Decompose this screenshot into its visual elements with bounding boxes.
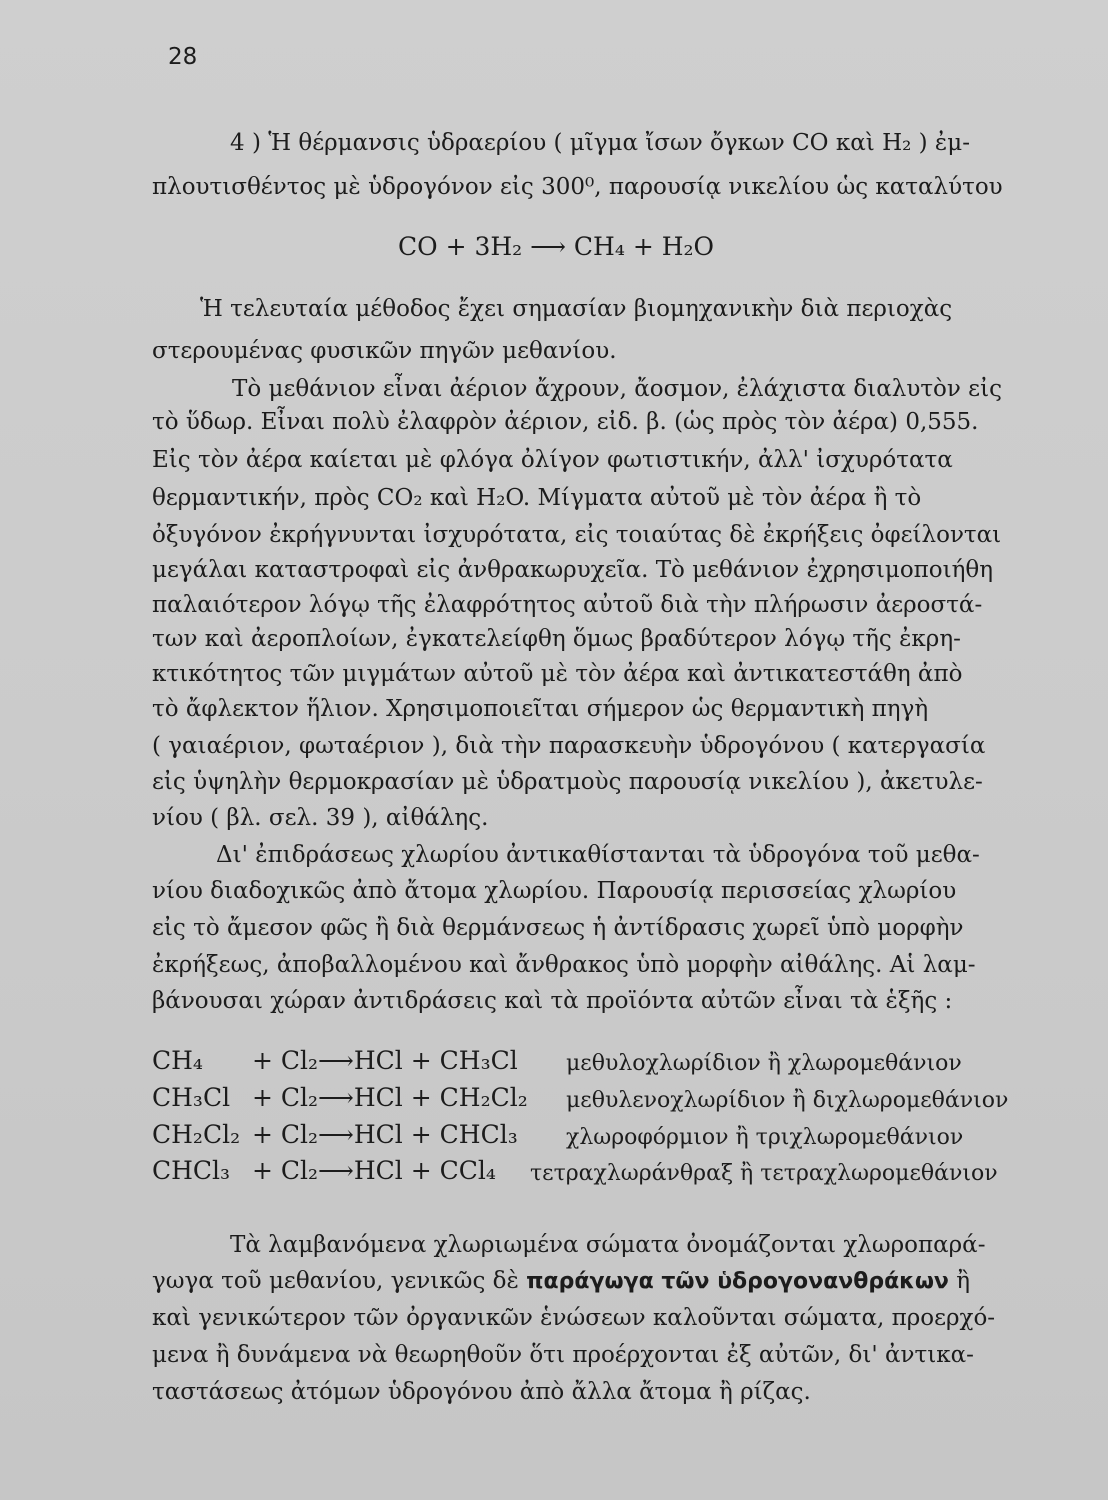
para3-line-3: Εἰς τὸν ἀέρα καίεται μὲ φλόγα ὀλίγον φωτιστικήν, ἀλλ' ἰσχυρότατα [152,447,953,473]
para4-line-4: ἐκρήξεως, ἀποβαλλομένου καὶ ἄνθρακος ὑπὸ μορφὴν αἰθάλης. Αἱ λαμ- [152,952,976,978]
para5-line-3: καὶ γενικώτερον τῶν ὀργανικῶν ἑνώσεων καλοῦνται σώματα, προερχό- [152,1305,996,1331]
bold-term-hydrocarbon-derivatives: παράγωγα τῶν ὑδρογονανθράκων [526,1269,949,1294]
para1-line-2: πλουτισθέντος μὲ ὑδρογόνον εἰς 300⁰, παρουσίᾳ νικελίου ὡς καταλύτου [152,174,1003,200]
reaction-3-product-name: χλωροφόρμιον ἢ τριχλωρομεθάνιον [566,1125,964,1150]
para4-line-1: Δι' ἐπιδράσεως χλωρίου ἀντικαθίστανται τὰ ὑδρογόνα τοῦ μεθα- [216,842,980,868]
reaction-2-equation: + Cl₂⟶HCl + CH₂Cl₂ [252,1083,528,1112]
para2-line-2: στερουμένας φυσικῶν πηγῶν μεθανίου. [152,338,617,364]
para4-line-2: νίου διαδοχικῶς ἀπὸ ἄτομα χλωρίου. Παρουσίᾳ περισσείας χλωρίου [152,878,957,904]
reaction-3-reactant: CH₂Cl₂ [152,1120,241,1149]
reaction-2-product-name: μεθυλενοχλωρίδιον ἢ διχλωρομεθάνιον [566,1088,1009,1113]
para3-line-12: εἰς ὑψηλὴν θερμοκρασίαν μὲ ὑδρατμοὺς παρουσίᾳ νικελίου ), ἀκετυλε- [152,769,983,795]
page-number: 28 [168,44,198,70]
para5-line-5: ταστάσεως ἀτόμων ὑδρογόνου ἀπὸ ἄλλα ἄτομα ἢ ρίζας. [152,1379,811,1405]
para5-line-2-start: γωγα τοῦ μεθανίου, γενικῶς δὲ [152,1268,527,1294]
para5-line-1: Τὰ λαμβανόμενα χλωριωμένα σώματα ὀνομάζονται χλωροπαρά- [230,1232,986,1258]
reaction-4-product-name: τετραχλωράνθραξ ἢ τετραχλωρομεθάνιον [530,1161,998,1186]
para3-line-9: κτικότητος τῶν μιγμάτων αὐτοῦ μὲ τὸν ἀέρα καὶ ἀντικατεστάθη ἀπὸ [152,661,963,687]
para3-line-2: τὸ ὕδωρ. Εἶναι πολὺ ἐλαφρὸν ἀέριον, εἰδ. β. (ὡς πρὸς τὸν ἀέρα) 0,555. [152,409,979,435]
reaction-1-equation: + Cl₂⟶HCl + CH₃Cl [252,1046,518,1075]
reaction-1-product-name: μεθυλοχλωρίδιον ἢ χλωρομεθάνιον [566,1051,962,1076]
para3-line-8: των καὶ ἀεροπλοίων, ἐγκατελείφθη ὅμως βραδύτερον λόγῳ τῆς ἐκρη- [152,626,961,652]
para3-line-10: τὸ ἄφλεκτον ἥλιον. Χρησιμοποιεῖται σήμερον ὡς θερμαντικὴ πηγὴ [152,696,929,722]
para3-line-11: ( γαιαέριον, φωταέριον ), διὰ τὴν παρασκευὴν ὑδρογόνου ( κατεργασία [152,733,986,759]
methane-synthesis-equation: CO + 3H₂ ⟶ CH₄ + H₂O [398,232,715,261]
para5-line-2-end: ἢ [948,1268,971,1294]
reaction-3-equation: + Cl₂⟶HCl + CHCl₃ [252,1120,518,1149]
para3-line-6: μεγάλαι καταστροφαὶ εἰς ἀνθρακωρυχεῖα. Τὸ μεθάνιον ἐχρησιμοποιήθη [152,557,994,583]
para5-line-2 [152,1266,970,1297]
para2-line-1: Ἡ τελευταία μέθοδος ἔχει σημασίαν βιομηχανικὴν διὰ περιοχὰς [200,296,953,322]
para3-line-4: θερμαντικήν, πρὸς CO₂ καὶ H₂O. Μίγματα αὐτοῦ μὲ τὸν ἀέρα ἢ τὸ [152,485,922,511]
para3-line-7: παλαιότερον λόγῳ τῆς ἐλαφρότητος αὐτοῦ διὰ τὴν πλήρωσιν ἀεροστά- [152,592,983,618]
para1-line-1: 4 ) Ἡ θέρμανσις ὑδραερίου ( μῖγμα ἴσων ὄγκων CO καὶ H₂ ) ἐμ- [230,130,970,156]
para3-line-5: ὀξυγόνον ἐκρήγνυνται ἰσχυρότατα, εἰς τοιαύτας δὲ ἐκρήξεις ὀφείλονται [152,522,1002,548]
reaction-2-reactant: CH₃Cl [152,1083,231,1112]
para3-line-1: Τὸ μεθάνιον εἶναι ἀέριον ἄχρουν, ἄοσμον, ἐλάχιστα διαλυτὸν εἰς [232,376,1002,402]
para4-line-3: εἰς τὸ ἄμεσον φῶς ἢ διὰ θερμάνσεως ἡ ἀντίδρασις χωρεῖ ὑπὸ μορφὴν [152,915,964,941]
reaction-4-equation: + Cl₂⟶HCl + CCl₄ [252,1156,496,1185]
reaction-4-reactant: CHCl₃ [152,1156,231,1185]
para5-line-4: μενα ἢ δυνάμενα νὰ θεωρηθοῦν ὅτι προέρχονται ἐξ αὐτῶν, δι' ἀντικα- [152,1342,974,1368]
para3-line-13: νίου ( βλ. σελ. 39 ), αἰθάλης. [152,805,489,831]
para4-line-5: βάνουσαι χώραν ἀντιδράσεις καὶ τὰ προϊόντα αὐτῶν εἶναι τὰ ἑξῆς : [152,988,953,1014]
reaction-1-reactant: CH₄ [152,1046,203,1075]
